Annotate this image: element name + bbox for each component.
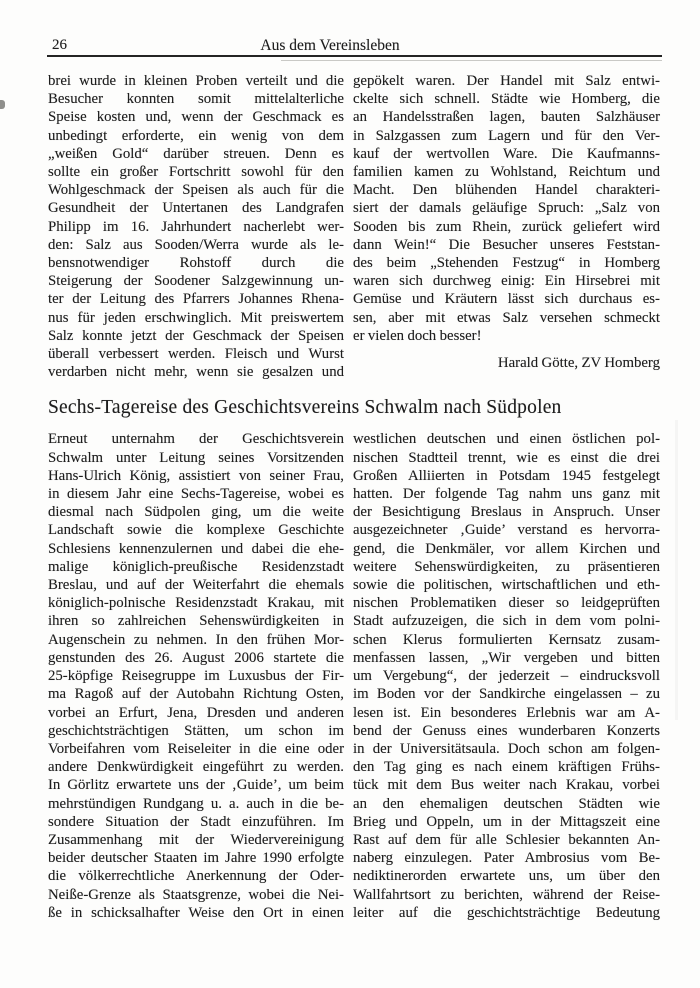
scan-speck: [0, 100, 5, 109]
text-line: mehrstündigen Rundgang u. a. auch in die be-: [48, 795, 344, 812]
text-line: tück mit dem Bus weiter nach Krakau, vorbei: [353, 777, 660, 794]
text-line: sowie die politischen, wirtschaftlichen und eth-: [353, 577, 660, 594]
text-line: In Görlitz erwartete uns der ‚Guide’, um beim: [48, 777, 344, 794]
text-line: geschichtsträchtigen Stätten, um schon im: [48, 722, 344, 739]
text-line: Wallfahrtsort zu berichten, während der Reise-: [353, 886, 660, 903]
text-line: Gesundheit der Untertanen des Landgrafen: [48, 200, 344, 217]
text-line: weitere Sehenswürdigkeiten, zu präsentieren: [353, 558, 660, 575]
text-line: ihren so zahlreichen Sehenswürdigkeiten in: [48, 613, 344, 630]
text-line: an Handelsstraßen lagen, bauten Salzhäuser: [353, 109, 660, 126]
article1-left-column: [48, 72, 344, 381]
text-line: kauf der wertvollen Ware. Die Kaufmanns-: [353, 145, 660, 162]
text-line: unbedingt erforderte, ein wenig von dem: [48, 127, 344, 144]
article-suedpolen: [48, 430, 660, 921]
text-line: nediktinerorden erwartete uns, um über den: [353, 868, 660, 885]
text-line: Schwalm unter Leitung seines Vorsitzenden: [48, 449, 344, 466]
text-line: Großen Alliierten in Potsdam 1945 festgelegt: [353, 467, 660, 484]
author-signature: Harald Götte, ZV Homberg: [497, 355, 660, 372]
text-line: Macht. Den blühenden Handel charakteri-: [353, 182, 660, 199]
text-line: waren sich durchweg einig: Ein Hirsebrei mit: [353, 273, 660, 290]
text-line: Landschaft sowie die komplexe Geschichte: [48, 522, 344, 539]
text-line: an den ehemaligen deutschen Städten wie: [353, 795, 660, 812]
text-line: Besucher konnten somit mittelalterliche: [48, 91, 344, 108]
page-number: 26: [52, 37, 67, 53]
text-line: nischen Problematiken dieser so leidgeprüften: [353, 595, 660, 612]
text-line: Sooden bis zum Rhein, zurück geliefert wird: [353, 218, 660, 235]
text-line: familien kamen zu Wohlstand, Reichtum und: [353, 164, 660, 181]
text-line: andere Denkwürdigkeit eingeführt zu werden.: [48, 759, 344, 776]
text-line: bend der Genuss eines wunderbaren Konzerts: [353, 722, 660, 739]
text-line: vorbei an Erfurt, Jena, Dresden und anderen: [48, 704, 344, 721]
article1-right-lines: [353, 72, 660, 327]
article2-title: Sechs-Tagereise des Geschichtsvereins Schwalm nach Südpolen: [48, 397, 562, 419]
paragraph-end-line: er vielen doch besser!: [353, 327, 482, 344]
text-line: siert der damals geläufige Spruch: „Salz von: [353, 200, 660, 217]
text-line: Vorbeifahren vom Reiseleiter in die eine oder: [48, 740, 344, 757]
text-line: Stadt aufzuzeigen, die sich in dem vom polni-: [353, 613, 660, 630]
text-line: Breslau, und auf der Weiterfahrt die ehemals: [48, 577, 344, 594]
text-line: Schlesiens kennenzulernen und dabei die ehe-: [48, 540, 344, 557]
text-line: Gemüse und Kräutern lässt sich durchaus es-: [353, 291, 660, 308]
text-line: lesen ist. Ein besonderes Erlebnis war am A-: [353, 704, 660, 721]
text-line: gend, die Denkmäler, vor allem Kirchen und: [353, 540, 660, 557]
text-line: ausgezeichneter ‚Guide’ verstand es hervorra-: [353, 522, 660, 539]
text-line: Brieg und Oppeln, um in der Mittagszeit eine: [353, 813, 660, 830]
text-line: diesmal nach Südpolen ging, um die weite: [48, 504, 344, 521]
article1-right-column: [353, 72, 660, 372]
text-line: dann Wein!“ Die Besucher unseres Feststan-: [353, 236, 660, 253]
text-line: in der Universitätsaula. Doch schon am folgen-: [353, 740, 660, 757]
article2-right-column: [353, 430, 660, 921]
text-line: Neiße-Grenze als Staatsgrenze, wobei die Nei-: [48, 886, 344, 903]
text-line: 25-köpfige Reisegruppe im Luxusbus der Fir-: [48, 668, 344, 685]
text-line: ckelte sich schnell. Städte wie Homberg, die: [353, 91, 660, 108]
text-line: malige königlich-preußische Residenzstadt: [48, 558, 344, 575]
text-line: leiter auf die geschichtsträchtige Bedeutung: [353, 904, 660, 921]
text-line: des beim „Stehenden Festzug“ in Homberg: [353, 255, 660, 272]
text-line: hatten. Der folgende Tag nahm uns ganz mit: [353, 486, 660, 503]
text-line: gepökelt waren. Der Handel mit Salz entwi-: [353, 73, 660, 89]
text-line: Zusammenhang mit der Wiedervereinigung: [48, 831, 344, 848]
text-line: sollte ein großer Fortschritt sowohl für den: [48, 164, 344, 181]
text-line: verdarben nicht mehr, wenn sie gesalzen und: [48, 364, 344, 381]
header-rule: [47, 55, 662, 57]
text-line: nischen Stadtteil trennt, wie es einst die drei: [353, 449, 660, 466]
header-title: Aus dem Vereinsleben: [260, 37, 400, 54]
text-line: Hans-Ulrich König, assistiert von seiner Frau,: [48, 467, 344, 484]
text-line: bensnotwendiger Rohstoff durch die: [48, 255, 344, 272]
scan-streak: [675, 420, 678, 720]
text-line: in diesem Jahr eine Sechs-Tagereise, wobei es: [48, 486, 344, 503]
text-line: königlich-polnische Residenzstadt Krakau, mit: [48, 595, 344, 612]
text-line: sen, aber mit etwas Salz versehen schmeckt: [353, 309, 660, 326]
text-line: sondere Situation der Stadt einzuführen. Im: [48, 813, 344, 830]
text-line: Speise kosten und, wenn der Geschmack es: [48, 109, 344, 126]
article2-left-column: [48, 430, 344, 921]
text-line: im Boden vor der Sandkirche eingelassen – zu: [353, 686, 660, 703]
text-line: westlichen deutschen und einen östlichen pol-: [353, 431, 660, 448]
text-line: Erneut unternahm der Geschichtsverein: [48, 431, 344, 448]
text-line: ter der Leitung des Pfarrers Johannes Rhena-: [48, 291, 344, 308]
text-line: den: Salz aus Sooden/Werra wurde als le-: [48, 236, 344, 253]
text-line: brei wurde in kleinen Proben verteilt und die: [48, 73, 344, 89]
text-line: naberg einzulegen. Pater Ambrosius vom Be-: [353, 850, 660, 867]
text-line: den Tag ging es nach einem kräftigen Frühs-: [353, 759, 660, 776]
text-line: beider deutscher Staaten im Jahre 1990 erfolgte: [48, 850, 344, 867]
text-line: der Besichtigung Breslaus in Anspruch. Unser: [353, 504, 660, 521]
text-line: Wohlgeschmack der Speisen als auch für die: [48, 182, 344, 199]
text-line: in Salzgassen zum Lagern und für den Ver-: [353, 127, 660, 144]
text-line: Philipp im 16. Jahrhundert nacherlebt wer-: [48, 218, 344, 235]
text-line: ße in schicksalhafter Weise den Ort in einen: [48, 904, 344, 921]
text-line: genstunden des 26. August 2006 startete die: [48, 649, 344, 666]
text-line: „weißen Gold“ darüber streuen. Denn es: [48, 145, 344, 162]
text-line: überall verbessert werden. Fleisch und Wurst: [48, 346, 344, 363]
text-line: die völkerrechtliche Anerkennung der Oder-: [48, 868, 344, 885]
page-content: [48, 72, 660, 922]
text-line: menfassen lassen, „Wir vergeben und bitten: [353, 649, 660, 666]
text-line: um Vergebung“, der jederzeit – eindrucksvoll: [353, 668, 660, 685]
text-line: Salz konnte jetzt der Geschmack der Speisen: [48, 327, 344, 344]
text-line: ma Ragoß auf der Autobahn Richtung Osten,: [48, 686, 344, 703]
article-salz: [48, 72, 660, 381]
text-line: Augenschein zu nehmen. In den frühen Mor-: [48, 631, 344, 648]
text-line: Rast auf dem für alle Schlesier bekannten An-: [353, 831, 660, 848]
text-line: schen Klerus formulierten Kernsatz zusam-: [353, 631, 660, 648]
text-line: Steigerung der Soodener Salzgewinnung un-: [48, 273, 344, 290]
text-line: nus für jeden erschwinglich. Mit preiswertem: [48, 309, 344, 326]
